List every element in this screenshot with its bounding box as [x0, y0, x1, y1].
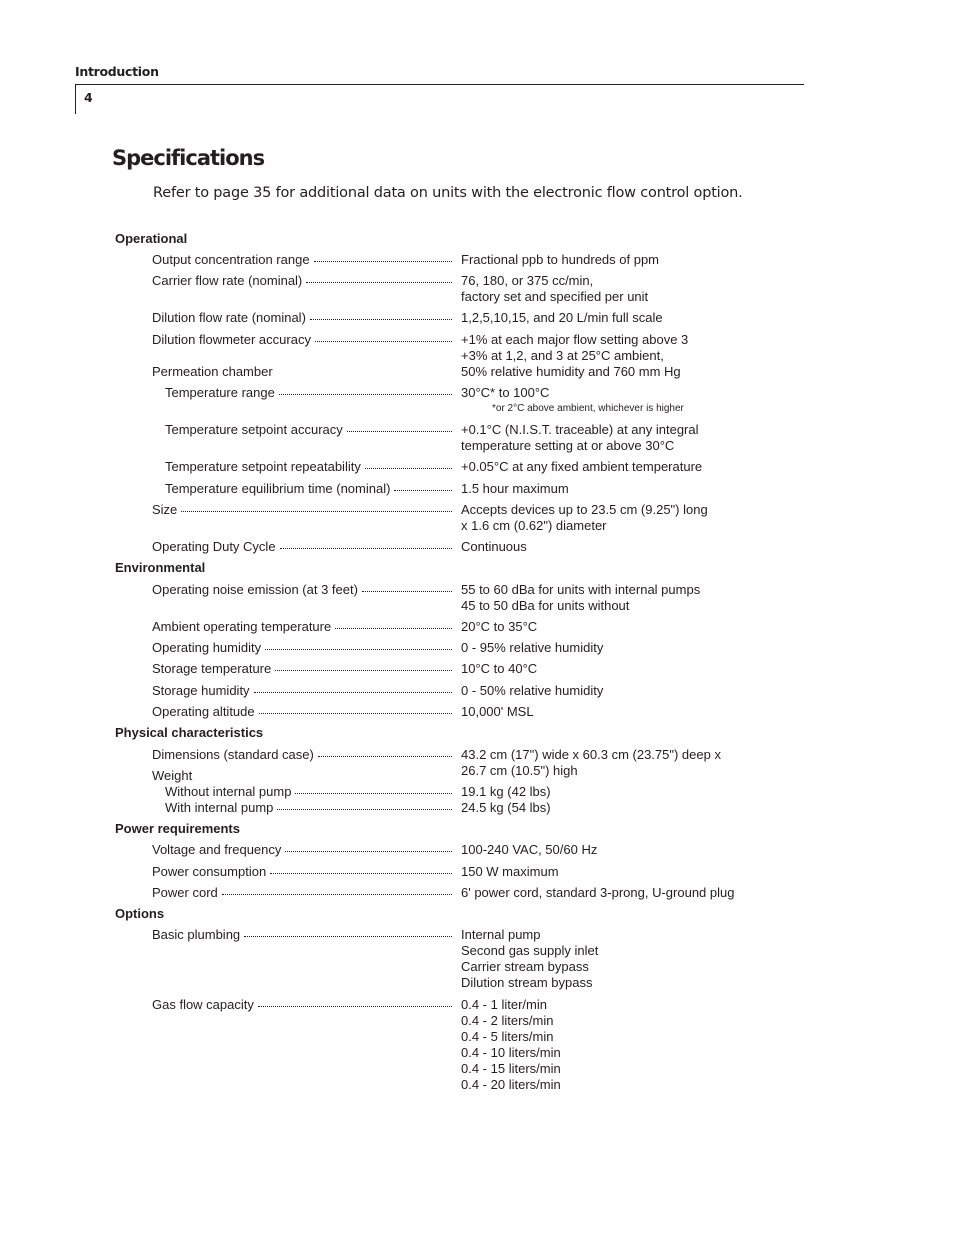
- spec-label: Gas flow capacity: [152, 997, 254, 1012]
- spec-power-cord: [152, 885, 454, 901]
- spec-label: Operating Duty Cycle: [152, 539, 276, 554]
- dot-leader: [314, 261, 452, 262]
- spec-value: 150 W maximum: [461, 864, 559, 879]
- group-heading-power: Power requirements: [115, 821, 240, 836]
- spec-label: Dilution flow rate (nominal): [152, 310, 306, 325]
- spec-value: 100-240 VAC, 50/60 Hz: [461, 842, 598, 857]
- spec-value: 1.5 hour maximum: [461, 481, 569, 496]
- spec-value: 10°C to 40°C: [461, 661, 538, 676]
- footnote: *or 2°C above ambient, whichever is higher: [492, 403, 684, 414]
- spec-value: +1% at each major flow setting above 3 +3% at 1,2, and 3 at 25°C ambient, 50% relative humidity and 760 mm Hg: [461, 332, 689, 379]
- spec-label: Ambient operating temperature: [152, 619, 332, 634]
- spec-label: Power consumption: [152, 864, 267, 879]
- dot-leader: [280, 548, 452, 549]
- dot-leader: [258, 1006, 452, 1007]
- dot-leader: [306, 282, 452, 283]
- spec-label: Dilution flowmeter accuracy: [152, 332, 311, 347]
- dot-leader: [295, 793, 452, 794]
- spec-value: +0.05°C at any fixed ambient temperature: [461, 459, 703, 474]
- dot-leader: [285, 851, 452, 852]
- spec-flowmeter-accuracy: [152, 332, 454, 348]
- dot-leader: [265, 649, 452, 650]
- page-number: 4: [84, 90, 93, 105]
- spec-label: Temperature range: [165, 385, 275, 400]
- spec-value: Fractional ppb to hundreds of ppm: [461, 252, 660, 267]
- spec-dilution-flow: [152, 310, 454, 326]
- spec-label: Power cord: [152, 885, 218, 900]
- spec-ambient-temperature: [152, 619, 454, 635]
- dot-leader: [270, 873, 452, 874]
- dot-leader: [275, 670, 452, 671]
- header-vertical-rule: [75, 84, 76, 114]
- spec-label: Dimensions (standard case): [152, 747, 314, 762]
- spec-value: Internal pump Second gas supply inlet Carrier stream bypass Dilution stream bypass: [461, 927, 599, 990]
- header-rule: [75, 84, 804, 85]
- dot-leader: [347, 431, 452, 432]
- spec-setpoint-repeatability: [165, 459, 454, 475]
- spec-label: Operating humidity: [152, 640, 262, 655]
- spec-permeation-chamber: [152, 364, 454, 380]
- spec-gas-flow-capacity: [152, 997, 454, 1013]
- spec-label: Output concentration range: [152, 252, 310, 267]
- spec-value: 76, 180, or 375 cc/min, factory set and specified per unit: [461, 273, 649, 304]
- spec-setpoint-accuracy: [165, 422, 454, 438]
- dot-leader: [181, 511, 452, 512]
- spec-value: 0 - 50% relative humidity: [461, 683, 604, 698]
- group-heading-operational: Operational: [115, 231, 188, 246]
- spec-label: Carrier flow rate (nominal): [152, 273, 303, 288]
- dot-leader: [362, 591, 452, 592]
- spec-value: +0.1°C (N.I.S.T. traceable) at any integral temperature setting at or above 30°C: [461, 422, 699, 453]
- dot-leader: [365, 468, 452, 469]
- spec-value: 43.2 cm (17") wide x 60.3 cm (23.75") deep x 26.7 cm (10.5") high: [461, 747, 721, 778]
- spec-carrier-flow: [152, 273, 454, 289]
- spec-output-concentration: [152, 252, 454, 268]
- dot-leader: [279, 394, 452, 395]
- spec-value: 30°C* to 100°C: [461, 385, 550, 400]
- dot-leader: [222, 894, 452, 895]
- spec-voltage: [152, 842, 454, 858]
- spec-temperature-range: [165, 385, 454, 401]
- group-heading-physical: Physical characteristics: [115, 725, 264, 740]
- spec-value: Accepts devices up to 23.5 cm (9.25") long x 1.6 cm (0.62") diameter: [461, 502, 708, 533]
- spec-label: Operating noise emission (at 3 feet): [152, 582, 358, 597]
- spec-label: Operating altitude: [152, 704, 255, 719]
- section-title: Specifications: [112, 146, 265, 170]
- spec-noise-emission: [152, 582, 454, 598]
- intro-paragraph: Refer to page 35 for additional data on units with the electronic flow control option.: [153, 185, 743, 201]
- spec-equilibrium-time: [165, 481, 454, 497]
- spec-label: Temperature setpoint accuracy: [165, 422, 343, 437]
- dot-leader: [335, 628, 452, 629]
- spec-weight: [152, 768, 454, 784]
- spec-label: With internal pump: [165, 800, 274, 815]
- running-header: Introduction: [75, 64, 159, 79]
- spec-value: 6' power cord, standard 3-prong, U-ground plug: [461, 885, 735, 900]
- group-heading-environmental: Environmental: [115, 560, 206, 575]
- spec-label: Voltage and frequency: [152, 842, 282, 857]
- dot-leader: [310, 319, 452, 320]
- spec-value: Continuous: [461, 539, 527, 554]
- spec-value: 10,000' MSL: [461, 704, 534, 719]
- spec-storage-humidity: [152, 683, 454, 699]
- spec-operating-altitude: [152, 704, 454, 720]
- dot-leader: [259, 713, 452, 714]
- spec-value: 1,2,5,10,15, and 20 L/min full scale: [461, 310, 663, 325]
- dot-leader: [318, 756, 452, 757]
- spec-label: Storage humidity: [152, 683, 250, 698]
- spec-power-consumption: [152, 864, 454, 880]
- spec-label: Temperature setpoint repeatability: [165, 459, 361, 474]
- spec-label: Permeation chamber: [152, 364, 273, 379]
- spec-label: Size: [152, 502, 178, 517]
- spec-label: Basic plumbing: [152, 927, 241, 942]
- spec-basic-plumbing: [152, 927, 454, 943]
- spec-size: [152, 502, 454, 518]
- spec-label: Weight: [152, 768, 193, 783]
- dot-leader: [315, 341, 452, 342]
- spec-value: 0 - 95% relative humidity: [461, 640, 604, 655]
- spec-weight-with-pump: [165, 800, 454, 816]
- spec-storage-temperature: [152, 661, 454, 677]
- spec-value: 24.5 kg (54 lbs): [461, 800, 551, 815]
- spec-value: 0.4 - 1 liter/min 0.4 - 2 liters/min 0.4 - 5 liters/min 0.4 - 10 liters/min 0.4 - 15 liters/min 0.4 - 20 liters/min: [461, 997, 561, 1092]
- dot-leader: [244, 936, 452, 937]
- spec-weight-without-pump: [165, 784, 454, 800]
- spec-duty-cycle: [152, 539, 454, 555]
- spec-value: 20°C to 35°C: [461, 619, 538, 634]
- spec-dimensions: [152, 747, 454, 763]
- spec-label: Temperature equilibrium time (nominal): [165, 481, 391, 496]
- spec-label: Storage temperature: [152, 661, 272, 676]
- spec-label: Without internal pump: [165, 784, 292, 799]
- dot-leader: [277, 809, 452, 810]
- spec-value: 55 to 60 dBa for units with internal pumps 45 to 50 dBa for units without: [461, 582, 701, 613]
- spec-operating-humidity: [152, 640, 454, 656]
- spec-value: 19.1 kg (42 lbs): [461, 784, 551, 799]
- dot-leader: [254, 692, 452, 693]
- dot-leader: [394, 490, 452, 491]
- group-heading-options: Options: [115, 906, 165, 921]
